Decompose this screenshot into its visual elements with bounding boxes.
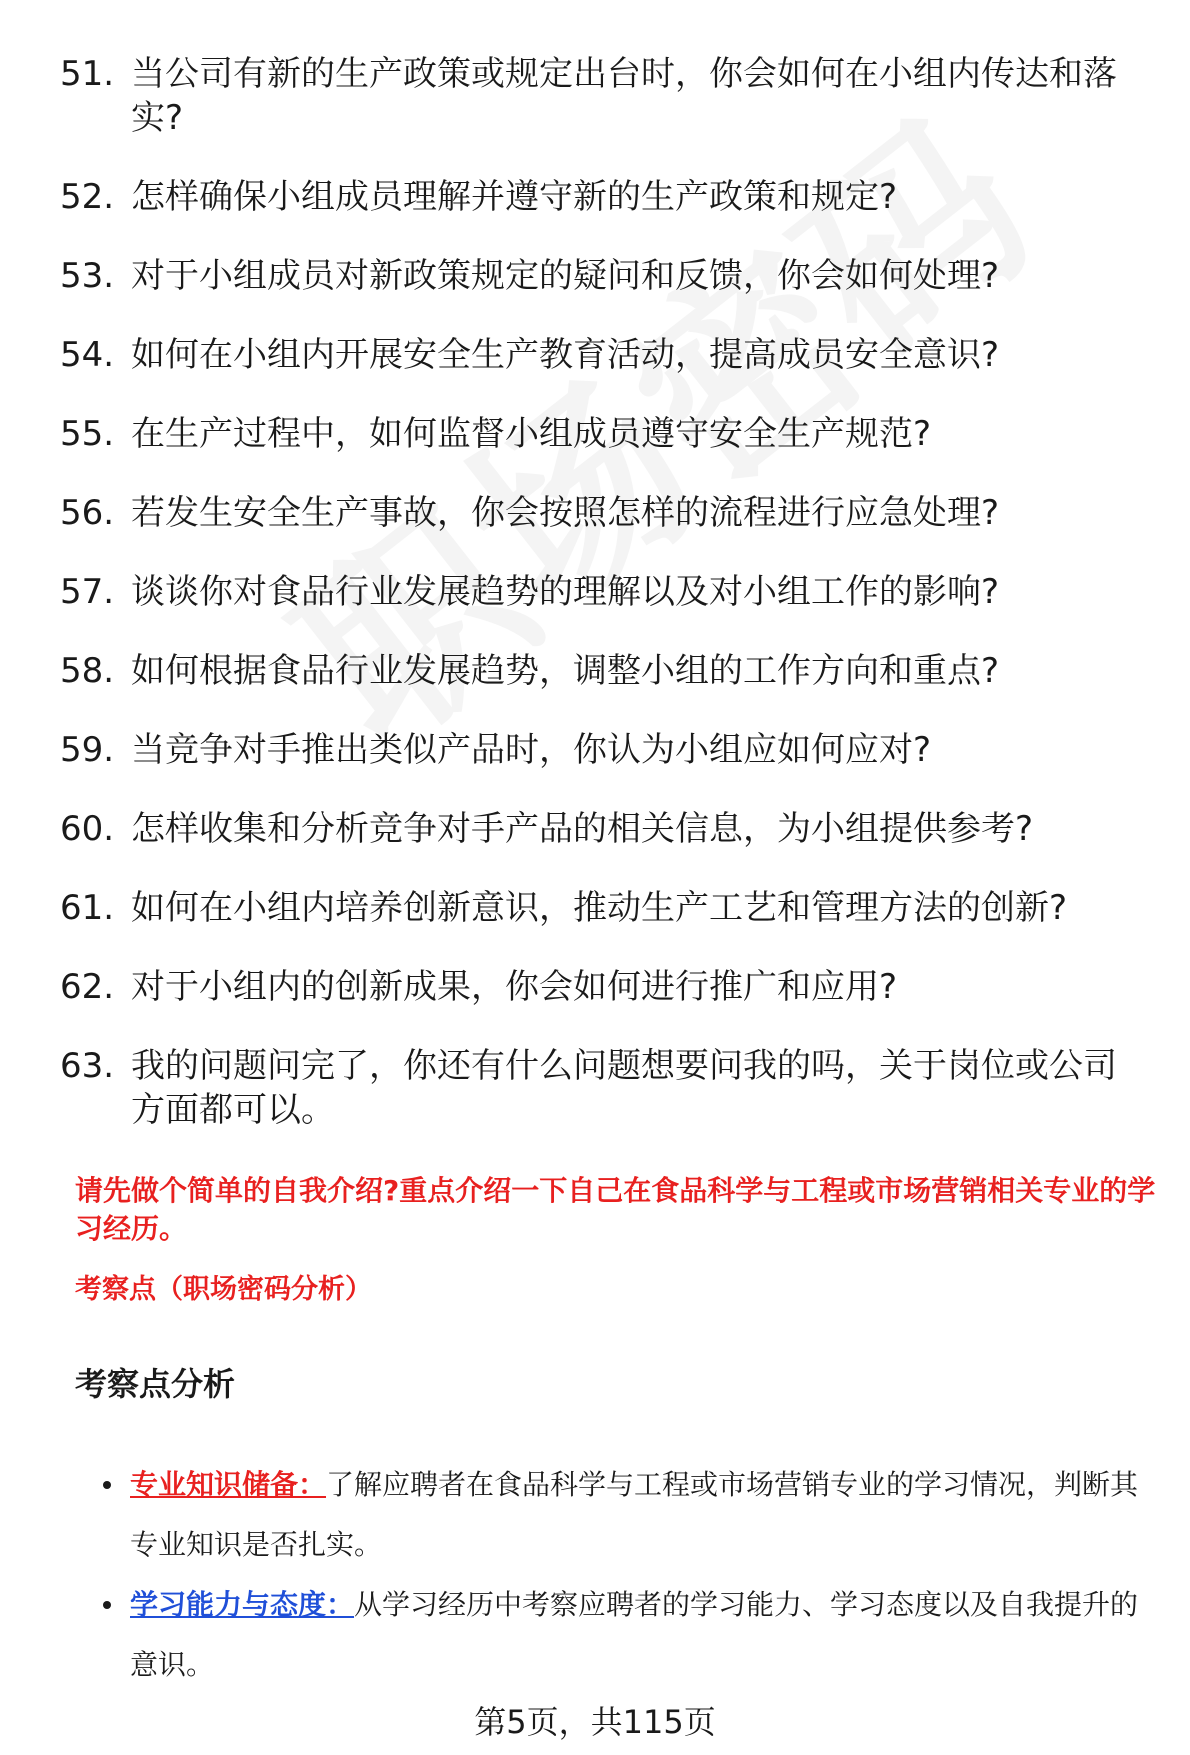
question-number: 62. [60,967,115,1007]
bullet-dot-icon [103,1601,111,1609]
question-number: 54. [60,335,115,375]
question-item [0,886,1190,930]
question-number: 63. [60,1046,115,1086]
question-number: 55. [60,414,115,454]
question-item [0,491,1190,535]
question-text: 怎样收集和分析竞争对手产品的相关信息，为小组提供参考? [131,809,1034,849]
bullet-keyword: 学习能力与态度： [130,1588,355,1621]
question-number: 61. [60,888,115,928]
question-text: 怎样确保小组成员理解并遵守新的生产政策和规定? [131,177,898,217]
question-text: 当公司有新的生产政策或规定出台时，你会如何在小组内传达和落实? [131,54,1117,138]
question-item [0,965,1190,1009]
question-item [0,175,1190,219]
question-number: 56. [60,493,115,533]
question-item [0,1044,1190,1132]
question-text: 如何在小组内开展安全生产教育活动，提高成员安全意识? [131,335,1000,375]
question-text: 谈谈你对食品行业发展趋势的理解以及对小组工作的影响? [131,572,1000,612]
question-text: 如何根据食品行业发展趋势，调整小组的工作方向和重点? [131,651,1000,691]
page-footer: 第5页，共115页 [474,1703,716,1741]
question-item [0,52,1190,140]
analysis-label: 考察点（职场密码分析） [75,1274,372,1305]
question-item [0,412,1190,456]
featured-question: 请先做个简单的自我介绍?重点介绍一下自己在食品科学与工程或市场营销相关专业的学习经历。 [75,1174,1156,1245]
question-item [0,807,1190,851]
question-item [0,570,1190,614]
bullet-text: 了解应聘者在食品科学与工程或市场营销专业的学习情况，判断其专业知识是否扎实。 [130,1468,1139,1561]
bullet-dot-icon [103,1481,111,1489]
question-item [0,333,1190,377]
bullet-item [0,1455,1190,1575]
bullet-keyword: 专业知识储备： [130,1468,327,1501]
section-heading: 考察点分析 [75,1365,236,1403]
question-item [0,254,1190,298]
bullet-list [0,1455,1190,1695]
bullet-item [0,1575,1190,1695]
question-text: 在生产过程中，如何监督小组成员遵守安全生产规范? [131,414,932,454]
question-number: 51. [60,54,115,94]
question-text: 对于小组成员对新政策规定的疑问和反馈，你会如何处理? [131,256,1000,296]
question-number: 53. [60,256,115,296]
question-list [0,52,1190,1167]
question-number: 59. [60,730,115,770]
bullet-text: 从学习经历中考察应聘者的学习能力、学习态度以及自我提升的意识。 [130,1588,1139,1681]
question-text: 当竞争对手推出类似产品时，你认为小组应如何应对? [131,730,932,770]
question-text: 若发生安全生产事故，你会按照怎样的流程进行应急处理? [131,493,1000,533]
question-text: 如何在小组内培养创新意识，推动生产工艺和管理方法的创新? [131,888,1068,928]
question-text: 我的问题问完了，你还有什么问题想要问我的吗，关于岗位或公司方面都可以。 [131,1046,1117,1130]
question-item [0,728,1190,772]
question-item [0,649,1190,693]
question-number: 57. [60,572,115,612]
question-number: 58. [60,651,115,691]
question-text: 对于小组内的创新成果，你会如何进行推广和应用? [131,967,898,1007]
question-number: 52. [60,177,115,217]
question-number: 60. [60,809,115,849]
